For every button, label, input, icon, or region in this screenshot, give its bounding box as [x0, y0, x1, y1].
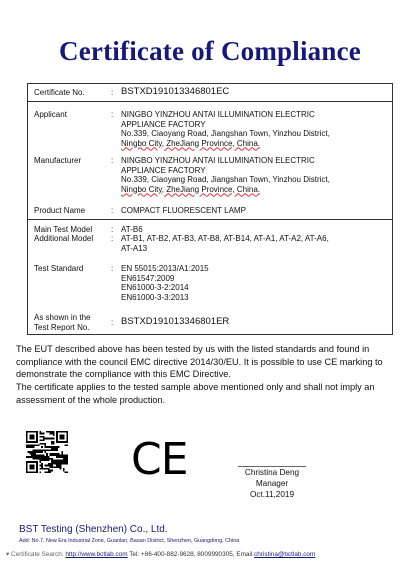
certificate-details-table — [27, 83, 393, 335]
colon: : — [111, 318, 114, 327]
colon: : — [111, 264, 114, 273]
issuer-company: BST Testing (Shenzhen) Co., Ltd. — [19, 524, 168, 535]
email-label: Email: — [236, 551, 255, 558]
certificate-no-label: Certificate No. — [34, 88, 85, 97]
certificate-no-value: BSTXD191013346801EC — [121, 86, 230, 97]
manufacturer-value: NINGBO YINZHOU ANTAI ILLUMINATION ELECTRIC APPLIANCE FACTORY No.339, Ciaoyang Road, Jiangshan Town, Yinzhou District, Ningbo City, ZheJiang Province, China. — [121, 156, 330, 194]
colon: : — [111, 225, 114, 234]
website-link[interactable]: http://www.bctlab.com — [65, 551, 128, 558]
signature-date: Oct.11,2019 — [250, 490, 294, 499]
issuer-address: Add: No.7, New Era Industrial Zone, Guanlan, Baoan District, Shenzhen, Guangdong, China — [19, 538, 240, 544]
signatory — [218, 467, 326, 500]
certificate-search-label: Certificate Search: — [11, 551, 64, 558]
footer — [6, 550, 315, 558]
telephone: Tel: +86-400-882-9628, 8009990305, — [129, 551, 235, 558]
product-name-label: Product Name — [34, 206, 86, 215]
manufacturer-label: Manufacturer — [34, 156, 82, 165]
colon: : — [111, 234, 114, 243]
test-standard-label: Test Standard — [34, 264, 84, 273]
scope-statement: The certificate applies to the tested sample above mentioned only and shall not imply an assessment of the whole production. — [16, 382, 375, 405]
chevron-down-icon: ▾ — [6, 551, 10, 558]
main-test-model-value: AT-B6 — [121, 225, 143, 234]
additional-model-label: Additional Model — [34, 234, 94, 243]
signatory-name: Christina Deng — [244, 468, 300, 477]
test-report-value: BSTXD191013346801ER — [121, 316, 230, 327]
divider — [28, 219, 392, 220]
qr-code-icon — [26, 431, 68, 473]
ce-mark: CE — [131, 434, 188, 485]
divider — [28, 101, 392, 102]
product-name-value: COMPACT FLUORESCENT LAMP — [121, 206, 246, 215]
main-test-model-label: Main Test Model — [34, 225, 93, 234]
certificate-title: Certificate of Compliance — [59, 36, 361, 66]
additional-model-value: AT-B1, AT-B2, AT-B3, AT-B8, AT-B14, AT-A1, AT-A2, AT-A6, AT-A13 — [121, 234, 329, 253]
applicant-label: Applicant — [34, 110, 67, 119]
colon: : — [111, 110, 114, 119]
signatory-title: Manager — [255, 479, 289, 488]
email-link[interactable]: christina@bctlab.com — [254, 551, 316, 558]
compliance-statement: The EUT described above has been tested by us with the listed standards and found in compliance with the council EMC directive 2014/30/EU. It is possible to use CE marking to demonstrate the compliance with this EMC Directive. — [16, 344, 383, 380]
applicant-value: NINGBO YINZHOU ANTAI ILLUMINATION ELECTRIC APPLIANCE FACTORY No.339, Ciaoyang Road, Jiangshan Town, Yinzhou District, Ningbo City, ZheJiang Province, China. — [121, 110, 330, 148]
test-report-label: As shown in the Test Report No. — [34, 313, 91, 332]
test-standard-value: EN 55015:2013/A1:2015 EN61547:2009 EN61000-3-2:2014 EN61000-3-3:2013 — [121, 264, 209, 302]
colon: : — [111, 88, 114, 97]
colon: : — [111, 156, 114, 165]
colon: : — [111, 206, 114, 215]
